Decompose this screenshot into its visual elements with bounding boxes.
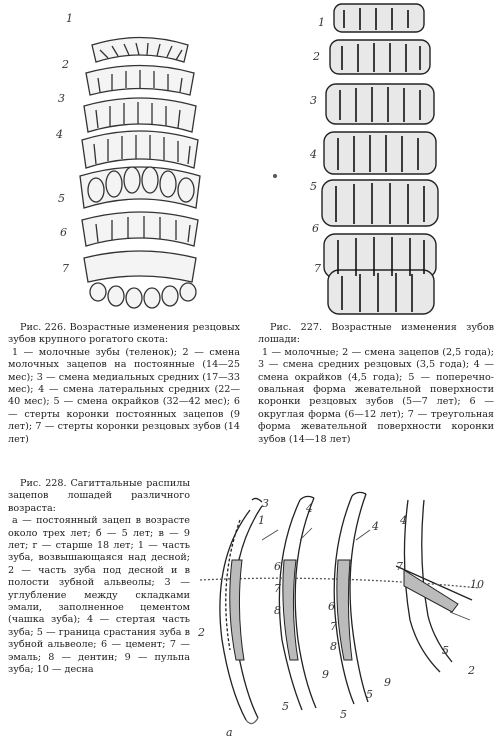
fig228-label: 4 xyxy=(306,502,313,515)
fig226-row-number: 2 xyxy=(62,58,69,71)
fig226-row-number: 5 xyxy=(58,192,65,205)
fig228-label: 4 xyxy=(372,520,379,533)
fig227-caption: Рис. 227. Возрастные изменения зубов лошади: xyxy=(258,322,494,346)
fig226-row-number: 1 xyxy=(66,12,73,25)
fig228-label: 9 xyxy=(322,668,329,681)
fig228-label: 6 xyxy=(274,560,281,573)
fig228-label: 10 xyxy=(470,578,484,591)
fig227-legend: 1 — молочные; 2 — смена зацепов (2,5 года); 3 — смена средних резцовых (3,5 года); 4 — смена окрайков (4,5 года); 5 — поперечно-овальная форма жевательной поверхности коронки резцовых зубов (5—7 лет); 6 — округлая форма (6—12 лет); 7 — треугольная форма жевательной поверхности коронки зубов (14—18 лет) xyxy=(258,346,494,445)
fig227-row-number: 5 xyxy=(310,180,317,193)
fig228-legend: а — постоянный зацеп в возрасте около трех лет; б — 5 лет; в — 9 лет; г — старше 18 лет; 1 — часть зуба, возвышающаяся над десной; 2 — часть зуба под десной и в полости зубной альвеолы; 3 — углубление между складками эмали, заполненное цементом (чашка зуба); 4 — стертая часть зуба; 5 — граница срастания зуба в зубной альвеоле; 6 — цемент; 7 — эмаль; 8 — дентин; 9 — пульпа зуба; 10 — десна xyxy=(8,515,190,676)
fig228-label: 7 xyxy=(396,560,403,573)
fig228-label: 7 xyxy=(330,620,337,633)
fig228-label: 2 xyxy=(198,626,205,639)
fig228-label: 3 xyxy=(262,497,269,510)
fig228-label: 9 xyxy=(384,676,391,689)
fig227-row-number: 7 xyxy=(314,262,321,275)
fig228-label: 5 xyxy=(366,688,373,701)
fig228-label: 8 xyxy=(274,604,281,617)
fig226-row-number: 3 xyxy=(58,92,65,105)
fig227-row-number: 6 xyxy=(312,222,319,235)
fig226-row-number: 4 xyxy=(56,128,63,141)
fig226-caption: Рис. 226. Возрастные изменения резцовых зубов крупного рогатого скота: xyxy=(8,322,240,346)
fig228-label: 1 xyxy=(258,514,265,527)
fig228-label: 5 xyxy=(340,708,347,721)
fig228-label: 8 xyxy=(330,640,337,653)
fig228-label: а xyxy=(226,726,233,739)
fig227-row-number: 3 xyxy=(310,94,317,107)
fig228-label: 5 xyxy=(282,700,289,713)
fig228-label: 4 xyxy=(400,514,407,527)
fig227-row-number: 4 xyxy=(310,148,317,161)
fig228-label: 7 xyxy=(274,582,281,595)
fig228-caption: Рис. 228. Сагиттальные распилы зацепов лошадей различного возраста: xyxy=(8,478,190,514)
fig226-row-number: 6 xyxy=(60,226,67,239)
fig226-row-number: 7 xyxy=(62,262,69,275)
fig227-row-number: 2 xyxy=(313,50,320,63)
fig228-label: 2 xyxy=(468,664,475,677)
fig227-row-number: 1 xyxy=(318,16,325,29)
fig228-label: 6 xyxy=(328,600,335,613)
fig226-legend: 1 — молочные зубы (теленок); 2 — смена молочных зацепов на постоянные (14—25 мес); 3 — смена медиальных средних (17—33 мес); 4 — смена латеральных средних (22—40 мес); 5 — смена окрайков (32—42 мес); 6 — стерты коронки постоянных зацепов (9 лет); 7 — стерты коронки резцовых зубов (14 лет) xyxy=(8,346,240,445)
fig228-label: 5 xyxy=(442,644,449,657)
